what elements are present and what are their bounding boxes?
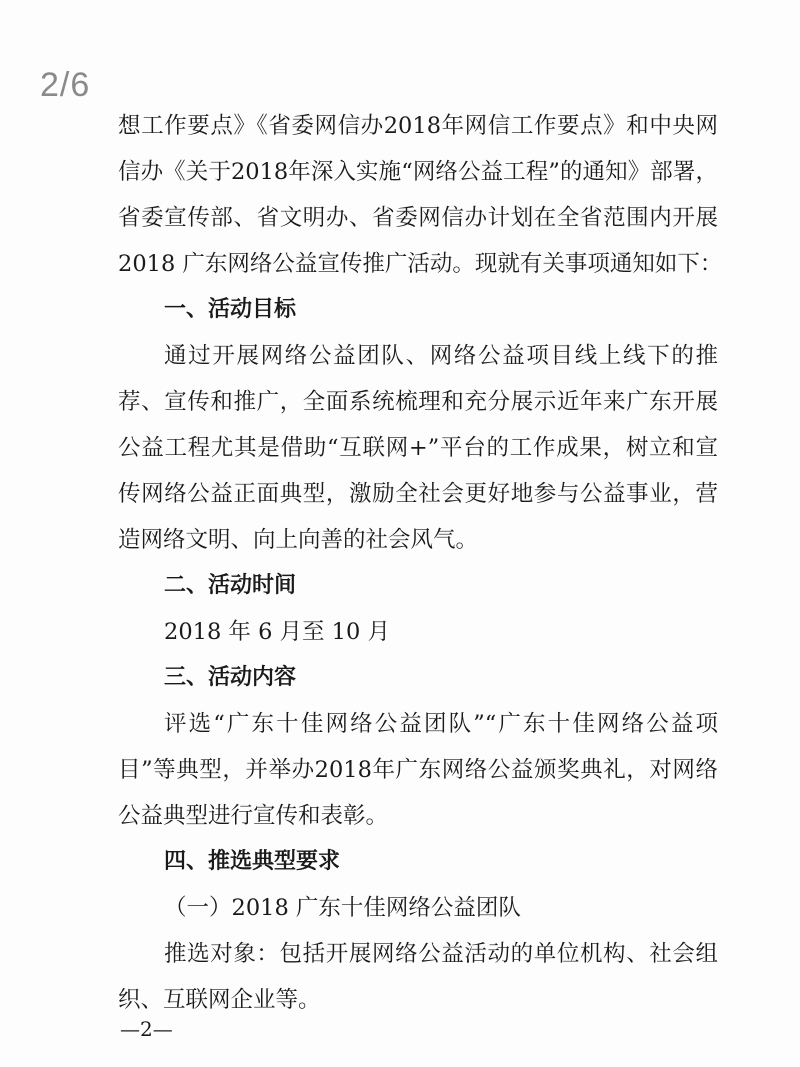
activity-date-range: 2018 年 6 月至 10 月 [164, 619, 390, 645]
paragraph-line: 传网络公益正面典型，激励全社会更好地参与公益事业，营 [118, 481, 718, 507]
subsection-heading-teams: （一）2018 广东十佳网络公益团队 [164, 895, 521, 921]
paragraph-line: 公益典型进行宣传和表彰。 [118, 803, 389, 829]
paragraph-line: 造网络文明、向上向善的社会风气。 [118, 527, 479, 553]
paragraph-line: 想工作要点》《省委网信办2018年网信工作要点》和中央网 [118, 113, 718, 139]
paragraph-line: 通过开展网络公益团队、网络公益项目线上线下的推 [164, 343, 718, 369]
paragraph-line: 荐、宣传和推广，全面系统梳理和充分展示近年来广东开展 [118, 389, 718, 415]
paragraph-line: 评选“广东十佳网络公益团队”“广东十佳网络公益项 [164, 711, 718, 737]
section-heading-time: 二、活动时间 [164, 573, 297, 598]
paragraph-line: 2018 广东网络公益宣传推广活动。现就有关事项通知如下： [118, 251, 723, 277]
paragraph-line: 公益工程尤其是借助“互联网+”平台的工作成果，树立和宣 [118, 435, 718, 461]
section-heading-goals: 一、活动目标 [164, 297, 297, 322]
paragraph-line: 信办《关于2018年深入实施“网络公益工程”的通知》部署， [118, 159, 718, 185]
paragraph-line: 推选对象：包括开展网络公益活动的单位机构、社会组 [164, 941, 718, 967]
paragraph-line: 织、互联网企业等。 [118, 987, 321, 1013]
paragraph-line: 省委宣传部、省文明办、省委网信办计划在全省范围内开展 [118, 205, 718, 231]
paragraph-line: 目”等典型，并举办2018年广东网络公益颁奖典礼，对网络 [118, 757, 718, 783]
page-number-footer: —2— [120, 1017, 173, 1041]
page-counter: 2/6 [40, 66, 91, 104]
section-heading-content: 三、活动内容 [164, 665, 297, 690]
section-heading-requirements: 四、推选典型要求 [164, 849, 341, 874]
